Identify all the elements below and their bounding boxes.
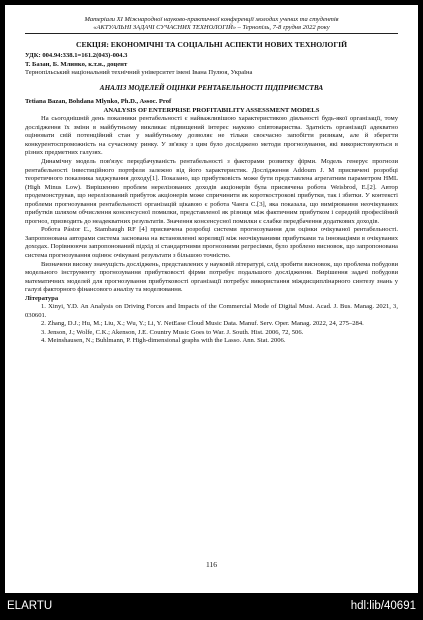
section-title: СЕКЦІЯ: ЕКОНОМІЧНІ ТА СОЦІАЛЬНІ АСПЕКТИ НОВИХ ТЕХНОЛОГІЙ xyxy=(75,40,348,50)
conference-header-line2: «АКТУАЛЬНІ ЗАДАЧІ СУЧАСНИХ ТЕХНОЛОГІЙ» – Тернопіль, 7-8 грудня 2022 року xyxy=(93,23,330,31)
handle-identifier: hdl:lib/40691 xyxy=(350,600,416,612)
reference-item: 1. Xinyi, Y.D. An Analysis on Driving Forces and Impacts of the Commercial Mode of Digital Musi. Acad. J. Bus. Manag. 2021, 3, 030601. xyxy=(25,303,398,319)
authors-ua: Т. Базан, Б. Млинко, к.т.н., доцент xyxy=(25,60,128,68)
reference-item: 4. Meinshausen, N.; Buhlmann, P. High-dimensional graphs with the Lasso. Ann. Stat. 2006. xyxy=(41,337,286,345)
conference-header xyxy=(25,16,398,34)
repository-name: ELARTU xyxy=(7,600,53,612)
reference-item: 3. Jenson, J.; Wolfe, C.K.; Akenson, J.E. Country Music Goes to War. J. South. Hist. 2006, 72, 506. xyxy=(41,328,304,336)
conference-header-line1: Матеріали ХІ Міжнародної науково-практичної конференції молодих учених та студентів xyxy=(84,16,339,23)
body-paragraph: Визначени високу значущість досліджень, представлених у науковій літературі, слід зробити висновок, що проблема побудови модельного інструменту прогнозування прибутковості фірми потребує подальшого дослідження. Вирішення задачі побудови математичних моделей для прогнозування прибутковості організації потребує використання міждисциплінарного синтезу знань у галузі факторного фінансового аналізу та моделювання. xyxy=(25,260,398,294)
document-page xyxy=(5,5,418,593)
reference-item: 2. Zhang, D.J.; Hu, M.; Liu, X.; Wu, Y.; Li, Y. NetEase Cloud Music Data. Manuf. Serv. Oper. Manag. 2022, 24, 275–284. xyxy=(41,320,364,328)
udc-code: УДК: 004.94:338.1=161.2(043)-004.3 xyxy=(25,51,128,59)
article-title-en: ANALYSIS OF ENTERPRISE PROFITABILITY ASSESSMENT MODELS xyxy=(103,106,320,114)
authors-en: Tetiana Bazan, Bohdana Mlynko, Ph.D., Assoc. Prof xyxy=(25,98,172,106)
affiliation: Тернопільський національний технічний університет імені Івана Пулюя, Україна xyxy=(25,69,253,77)
repository-footer xyxy=(0,596,423,620)
page-number: 116 xyxy=(206,560,217,569)
article-title-ua: АНАЛІЗ МОДЕЛЕЙ ОЦІНКИ РЕНТАБЕЛЬНОСТІ ПІДПРИЄМСТВА xyxy=(99,83,324,92)
body-paragraph: Динамічну модель пов'язує передбачуваність рентабельності з факторами розвитку фірми. Модель генерує прогнози рентабельності інвестиційного портфеля залежно від його характеристик. Дослідження Addoum J. M присвячені розробці теоретичного показника хеджування доходу[1]. Показано, що прибутковість може бути представлена агрегатним параметром HML (High Minus Low). Вирішенню проблем нерелізованих доходів акціонерів була присвячена робота Weisbrod, E.[2]. Автор продемонстрував, що нерелізований прибуток акціонерів може спричинити як короткострокові прибутки, так і збитки. У контексті проблеми прогнозування рентабельності організацій цікавою є робота Чанга С.[3], яка показала, що вимірювання неочікуваних прибутків шляхом обчислення консенсусної помилки, представленої як різниця між фактичним прибутком і середній професійний прогноз, призводить до неадекватних результатів. Значення консенсусної помилки є слабке передбачення додаткових доходів. xyxy=(25,158,398,225)
body-paragraph: На сьогоднішній день показники рентабельності є найважливішою характеристикою діяльності будь-якої організації, тому дослідження їх зміни в майбутньому викликає підвищений інтерес науково співтовариства. Здатність організації адекватно оцінювати свій потенційний стан у майбутньому дозволяє не тільки своєчасно запобігти ризикам, але й зберегти конкурентоспроможність на сучасному ринку. У зв'язку з цим було досліджено методи прогнозування, які використовуються в різних предметних галузях. xyxy=(25,115,398,157)
body-paragraph: Робота Pástor Ľ., Stambaugh RF [4] присвячена розробці системи прогнозування для оцінки очікуваної рентабельності. Запропонована авторами система заснована на встановленні кореляції між неочікуваними прибутками та інноваціями в очікуваних доходах. Порівнюючи запропонований підхід зі стандартними прогнозними регресіями, було зроблено висновок, що запропонована система прогнозування оцінює очікувані результати з більшою точністю. xyxy=(25,226,398,260)
literature-heading: Література xyxy=(25,294,59,302)
